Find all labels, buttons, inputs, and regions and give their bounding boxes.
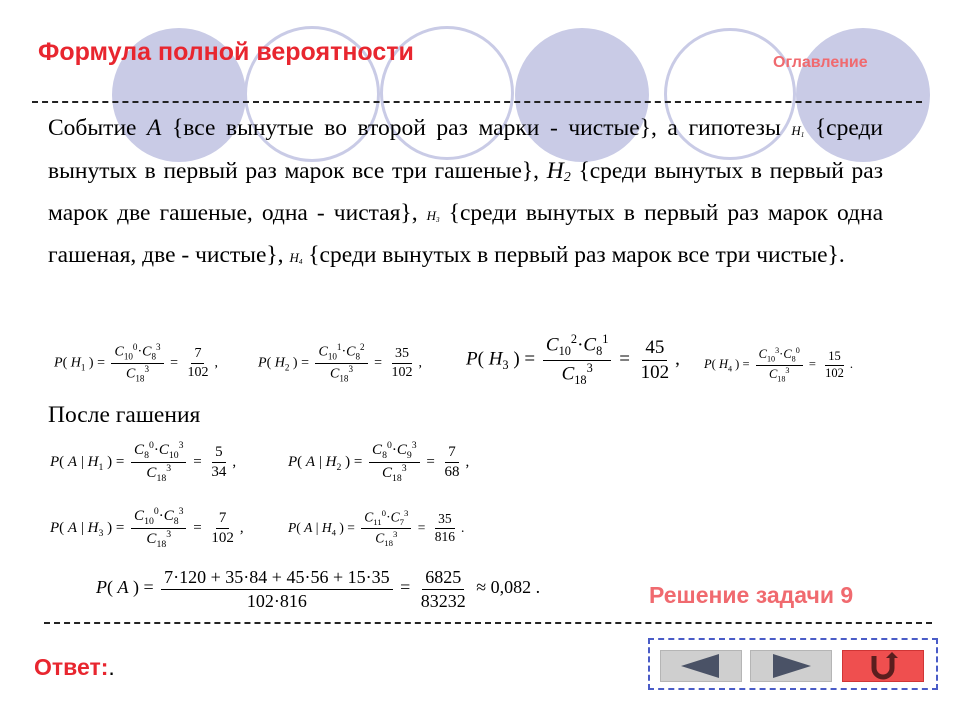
formula-p-h2: P( $H_2$ ) = $\frac{C_{10}^1\cdot C_8^2}{C_{18}^3}$ = $\frac{35}{102}$ , [258, 342, 422, 384]
next-button[interactable] [750, 650, 832, 682]
formula-p-a-h1: P( A | $H_1$ ) = $\frac{C_8^0\cdot C_{10}^3}{C_{18}^3}$ = $\frac{5}{34}$ , [50, 440, 237, 485]
hypothesis-h2: H2 [546, 157, 571, 185]
text-segment: {среди вынутых в первый раз марок одна гашеная, две - чистые}, [48, 199, 884, 269]
page-title: Формула полной вероятности [38, 38, 414, 66]
top-divider [32, 101, 922, 103]
arrow-right-icon [769, 653, 813, 679]
toc-link[interactable]: Оглавление [773, 54, 868, 71]
hypothesis-h1: $H_1$ [791, 123, 805, 139]
formula-p-h4: P( $H_4$ ) = $\frac{C_{10}^3\cdot C_8^0}{C_{18}^3}$ = $\frac{15}{102}$ . [704, 346, 853, 384]
bottom-divider [44, 622, 932, 624]
problem-text [48, 110, 883, 280]
event-symbol: A [147, 115, 162, 141]
formula-p-h3: P( $H_3$ ) = $\frac{C_{10}^2\cdot C_8^1}{C_{18}^3}$ = $\frac{45}{102}$ , [466, 332, 680, 387]
text-segment: {среди вынутых в первый раз марок все три чистые}. [308, 242, 845, 269]
formula-p-a-h3: P( A | $H_3$ ) = $\frac{C_{10}^0\cdot C_8^3}{C_{18}^3}$ = $\frac{7}{102}$ , [50, 506, 244, 551]
formula-p-a-h2: P( A | $H_2$ ) = $\frac{C_8^0\cdot C_9^3}{C_{18}^3}$ = $\frac{7}{68}$ , [288, 440, 470, 485]
formula-total: P( A ) = $\frac{7\cdot 120 + 35\cdot 84 + 45\cdot 56 + 15\cdot 35}{102\cdot 816}$ = $\frac{6825}{83232}$ ≈ 0,082 . [96, 567, 541, 611]
formula-p-a-h4: P( A | $H_4$ ) = $\frac{C_{11}^0\cdot C_7^3}{C_{18}^3}$ = $\frac{35}{816}$ . [288, 508, 465, 549]
hypothesis-h3: $H_3$ [426, 207, 440, 224]
text-segment: Событие [48, 115, 137, 141]
text-segment: {среди вынутых в первый раз марок все три гашеные}, [48, 115, 884, 184]
formula-p-h1: P( $H_1$ ) = $\frac{C_{10}^0\cdot C_8^3}{C_{18}^3}$ = $\frac{7}{102}$ , [54, 342, 218, 384]
after-label: После гашения [48, 402, 201, 428]
arrow-left-icon [679, 653, 723, 679]
nav-panel [648, 638, 938, 690]
hypothesis-h4: $H_4$ [289, 250, 303, 267]
solution-link[interactable]: Решение задачи 9 [649, 582, 854, 608]
text-segment: {все вынутые во второй раз марки - чистые}, а гипотезы [172, 115, 781, 141]
answer-label: Ответ:. [34, 654, 115, 680]
return-button[interactable] [842, 650, 924, 682]
text-segment: {среди вынутых в первый раз марок две гашеные, одна - чистая}, [48, 157, 884, 226]
prev-button[interactable] [660, 650, 742, 682]
return-icon [868, 652, 898, 680]
